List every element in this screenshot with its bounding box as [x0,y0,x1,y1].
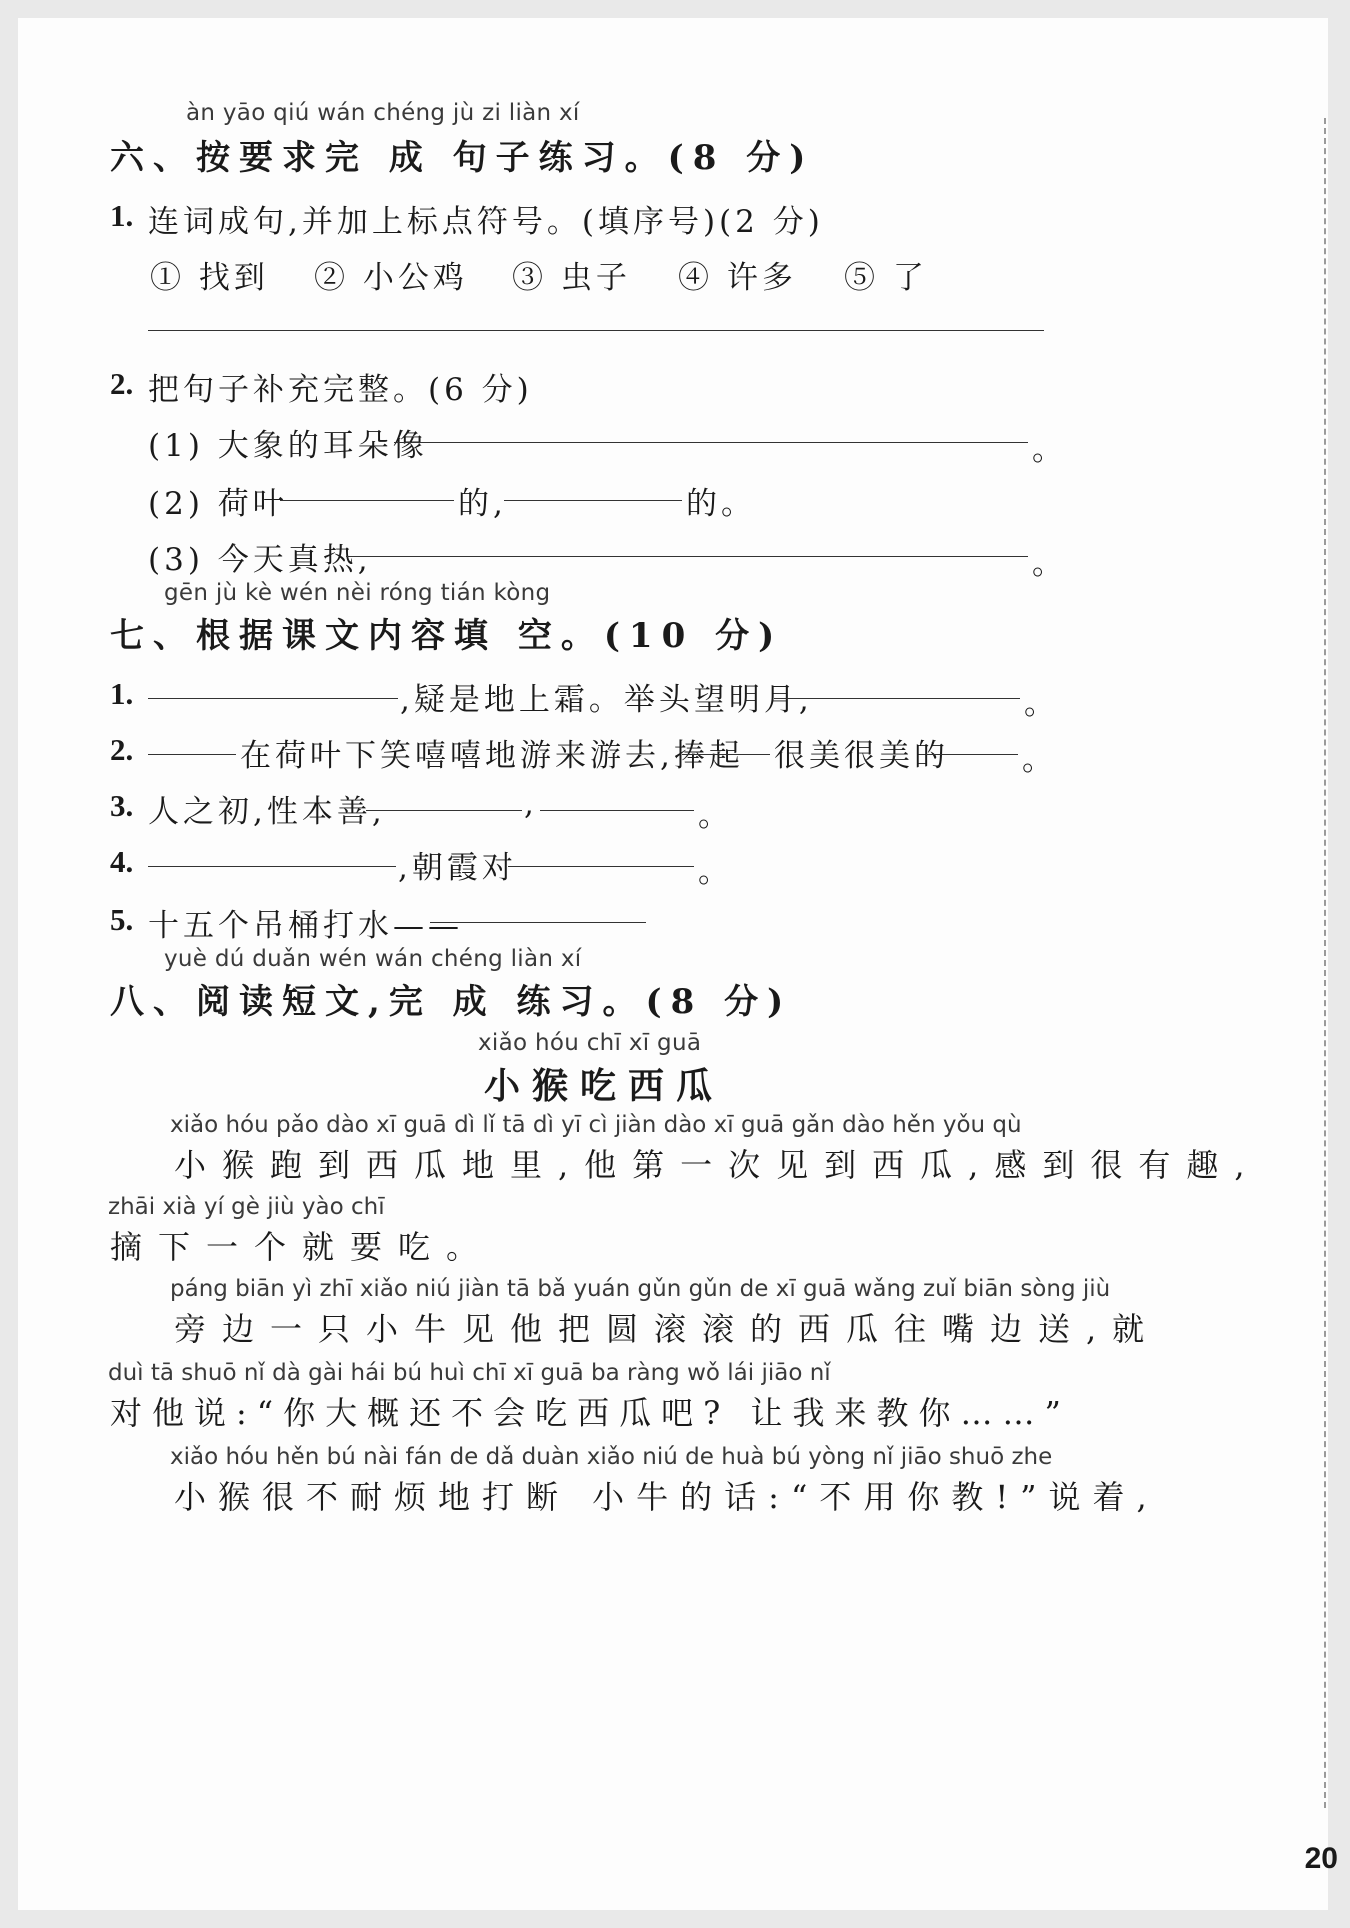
q1-number: 1. [110,198,134,233]
option-5: ⑤ 了 [844,260,928,296]
story-line5-text: 小猴很不耐烦地打断 小牛的话:“不用你教!”说着, [174,1478,1159,1516]
option-1: ① 找到 [150,260,269,296]
answer-line-q2-1[interactable] [394,442,1028,443]
s7-item2-text: 在荷叶下笑嘻嘻地游来游去,捧起 [240,738,744,774]
answer-line-q2-2a[interactable] [280,500,454,501]
answer-line-s7-3b[interactable] [540,810,694,811]
section7-pinyin: gēn jù kè wén nèi róng tián kòng [164,580,551,606]
answer-line-s7-4b[interactable] [508,866,694,867]
story-line1-pinyin: xiǎo hóu pǎo dào xī guā dì lǐ tā dì yī cì jiàn dào xī guā gǎn dào hěn yǒu qù [170,1112,1022,1138]
answer-line-s7-2a[interactable] [148,754,236,755]
answer-line-s7-2b[interactable] [682,754,770,755]
s7-item4-text: ,朝霞对 [398,850,517,886]
answer-line-s7-1a[interactable] [148,698,398,699]
story-title-pinyin: xiǎo hóu chī xī guā [478,1030,702,1056]
story-line2-text: 摘下一个就要吃。 [110,1228,495,1266]
q2-item2-end: 的。 [686,486,756,522]
story-line2-pinyin: zhāi xià yí gè jiù yào chī [108,1194,385,1220]
section8-heading: 八、阅读短文,完 成 练习。(8 分) [110,982,793,1022]
answer-line-s7-2c[interactable] [926,754,1018,755]
answer-line-q1[interactable] [148,330,1044,331]
s7-item1-number: 1. [110,676,134,711]
answer-line-s7-5[interactable] [430,922,646,923]
story-line3-pinyin: páng biān yì zhī xiǎo niú jiàn tā bǎ yuán gǔn gǔn de xī guā wǎng zuǐ biān sòng jiù [170,1276,1111,1302]
section6-heading: 六、按要求完 成 句子练习。(8 分) [110,138,815,178]
q2-item3-label: (3) 今天真热, [148,542,372,578]
s7-item2-number: 2. [110,732,134,767]
q2-item1-label: (1) 大象的耳朵像 [148,428,428,464]
s7-item3-comma: , [524,786,538,822]
answer-line-q2-2b[interactable] [504,500,682,501]
s7-item4-end: 。 [698,854,733,890]
s7-item1-text: ,疑是地上霜。举头望明月, [400,682,813,718]
story-line3-text: 旁边一只小牛见他把圆滚滚的西瓜往嘴边送,就 [174,1310,1161,1348]
s7-item1-end: 。 [1024,686,1059,722]
option-3: ③ 虫子 [512,260,631,296]
story-line1-text: 小猴跑到西瓜地里,他第一次见到西瓜,感到很有趣, [174,1146,1261,1184]
worksheet-page [18,18,1328,1910]
binding-dotted-line [1324,118,1326,1808]
option-2: ② 小公鸡 [314,260,468,296]
q1-text: 连词成句,并加上标点符号。(填序号)(2 分) [148,204,824,240]
s7-item3-number: 3. [110,788,134,823]
q2-text: 把句子补充完整。(6 分) [148,372,533,408]
page-number: 20 [1304,1842,1338,1875]
q2-item3-end: 。 [1032,546,1067,582]
section6-pinyin: àn yāo qiú wán chéng jù zi liàn xí [186,100,580,126]
option-4: ④ 许多 [678,260,797,296]
answer-line-s7-3a[interactable] [366,810,522,811]
section7-heading: 七、根据课文内容填 空。(10 分) [110,616,784,656]
story-title: 小猴吃西瓜 [484,1065,725,1107]
s7-item5-number: 5. [110,902,134,937]
s7-item4-number: 4. [110,844,134,879]
story-line5-pinyin: xiǎo hóu hěn bú nài fán de dǎ duàn xiǎo niú de huà bú yòng nǐ jiāo shuō zhe [170,1444,1053,1470]
s7-item3-end: 。 [698,798,733,834]
q2-item1-end: 。 [1032,432,1067,468]
story-line4-text: 对他说:“你大概还不会吃西瓜吧? 让我来教你……” [110,1394,1071,1432]
s7-item5-text: 十五个吊桶打水—— [148,908,463,944]
s7-item3-text: 人之初,性本善, [148,794,386,830]
q2-item2-mid: 的, [458,486,507,522]
answer-line-s7-4a[interactable] [148,866,396,867]
section8-pinyin: yuè dú duǎn wén wán chéng liàn xí [164,946,582,972]
q2-number: 2. [110,366,134,401]
s7-item2-end: 。 [1022,742,1057,778]
story-line4-pinyin: duì tā shuō nǐ dà gài hái bú huì chī xī guā ba ràng wǒ lái jiāo nǐ [108,1360,831,1386]
q2-item2-label: (2) 荷叶 [148,486,288,522]
answer-line-s7-1b[interactable] [774,698,1020,699]
s7-item2-mid: 很美很美的 [774,738,949,774]
answer-line-q2-3[interactable] [346,556,1028,557]
